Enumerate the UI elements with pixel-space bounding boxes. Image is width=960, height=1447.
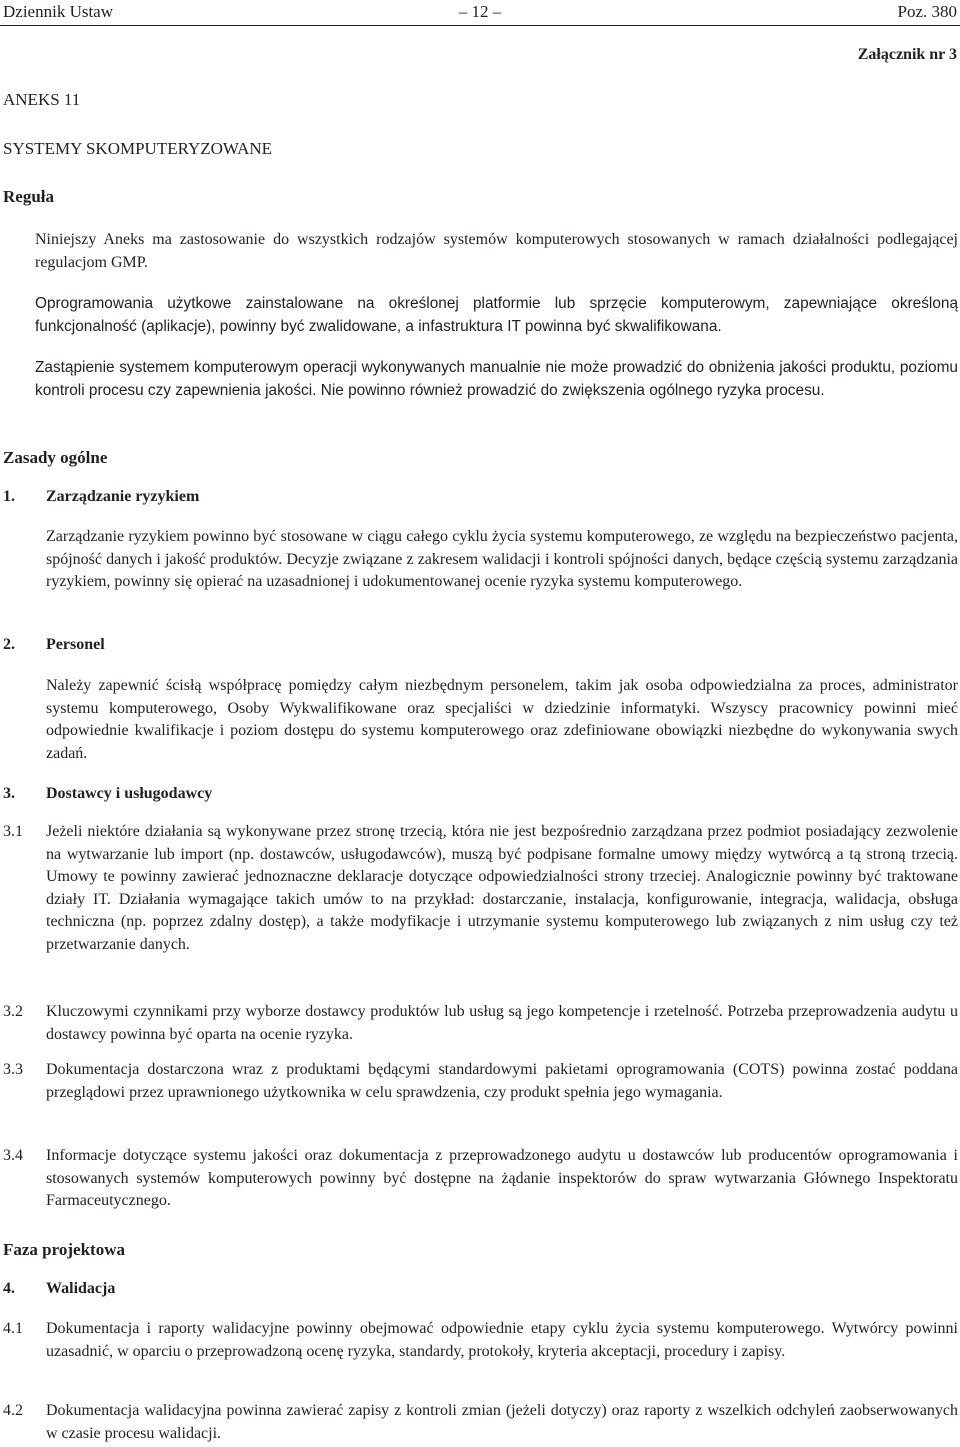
- section-2-text: Należy zapewnić ścisłą współpracę pomiędzy całym niezbędnym personelem, takim jak osoba odpowiedzialna za proces, administrator systemu komputerowego, Osoby Wykwalifikowane oraz specjaliści w dziedzinie informatyki. Wszyscy pracownicy powinni mieć odpowiednie kwalifikacje i poziom dostępu do systemu komputerowego oraz zdefiniowane obowiązki niezbędne do wykonywania swych zadań.: [46, 677, 958, 762]
- page-number: – 12 –: [458, 2, 502, 21]
- zasady-heading: Zasady ogólne: [3, 448, 108, 467]
- item-number: 3.3: [3, 1061, 23, 1078]
- item-number: 4.2: [3, 1402, 23, 1419]
- regula-paragraph-3: Zastąpienie systemem komputerowym operacji wykonywanych manualnie nie może prowadzić do obniżenia jakości produktu, poziomu kontroli procesu czy zapewnienia jakości. Nie powinno również prowadzić do zwiększenia ogólnego ryzyka procesu.: [35, 359, 958, 399]
- document-title: SYSTEMY SKOMPUTERYZOWANE: [3, 139, 273, 158]
- section-number: 1.: [3, 488, 15, 505]
- journal-name: Dziennik Ustaw: [3, 2, 114, 21]
- item-4-1-text: Dokumentacja i raporty walidacyjne powinny obejmować odpowiednie etapy cyklu życia systemu komputerowego. Wytwórcy powinni uzasadnić, w oparciu o przeprowadzoną ocenę ryzyka, standardy, protokoły, kryteria akceptacji, procedury i zapisy.: [46, 1320, 958, 1360]
- annex-label: Załącznik nr 3: [857, 46, 957, 63]
- page-header: [0, 0, 960, 26]
- item-number: 3.2: [3, 1003, 23, 1020]
- item-3-4-text: Informacje dotyczące systemu jakości oraz dokumentacja z przeprowadzonego audytu u dostawców lub producentów oprogramowania i stosowanych systemów komputerowych powinny być dostępne na żądanie inspektorów do spraw wytwarzania Głównego Inspektoratu Farmaceutycznego.: [46, 1147, 958, 1209]
- item-3-1-text: Jeżeli niektóre działania są wykonywane przez stronę trzecią, która nie jest bezpośrednio zarządzana przez podmiot posiadający zezwolenie na wytwarzanie lub import (np. dostawców, usługodawców), muszą być podpisane formalne umowy między wytwórcą a tą stroną trzecią. Umowy te powinny zawierać jednoznaczne deklaracje dotyczące odpowiedzialności strony trzeciej. Analogicznie powinny być traktowane działy IT. Działania wymagające takich umów to na przykład: dostarczanie, instalacja, konfigurowanie, integracja, walidacja, obsługa techniczna (np. poprzez zdalny dostęp), a także modyfikacje i utrzymanie systemu komputerowego lub związanych z nim usług czy też przetwarzanie danych.: [46, 823, 958, 953]
- section-number: 4.: [3, 1280, 15, 1297]
- section-4-heading: [3, 1280, 115, 1298]
- section-title: Dostawcy i usługodawcy: [46, 785, 213, 802]
- section-title: Personel: [46, 636, 105, 653]
- section-number: 3.: [3, 785, 15, 802]
- item-number: 3.4: [3, 1147, 23, 1164]
- item-number: 4.1: [3, 1320, 23, 1337]
- regula-heading: Reguła: [3, 187, 54, 206]
- section-title: Zarządzanie ryzykiem: [46, 488, 200, 505]
- regula-paragraph-2: Oprogramowania użytkowe zainstalowane na określonej platformie lub sprzęcie komputerowym, zapewniające określoną funkcjonalność (aplikacje), powinny być zwalidowane, a infastruktura IT powinna być skwalifikowana.: [35, 295, 958, 335]
- faza-heading: Faza projektowa: [3, 1240, 125, 1259]
- item-3-3-text: Dokumentacja dostarczona wraz z produktami będącymi standardowymi pakietami oprogramowania (COTS) powinna zostać poddana przeglądowi przez uprawnionego użytkownika w celu sprawdzenia, czy produkt spełnia jego wymagania.: [46, 1061, 958, 1101]
- section-1-heading: [3, 488, 199, 506]
- section-1-text: Zarządzanie ryzykiem powinno być stosowane w ciągu całego cyklu życia systemu komputerowego, ze względu na bezpieczeństwo pacjenta, spójność danych i jakość produktów. Decyzje związane z zakresem walidacji i kontroli spójności danych, będące częścią systemu zarządzania ryzykiem, powinny się opierać na uzasadnionej i udokumentowanej ocenie ryzyka systemu komputerowego.: [46, 528, 958, 590]
- regula-paragraph-1: Niniejszy Aneks ma zastosowanie do wszystkich rodzajów systemów komputerowych stosowanych w ramach działalności podlegającej regulacjom GMP.: [35, 231, 958, 271]
- position-number: Poz. 380: [897, 2, 957, 21]
- section-title: Walidacja: [46, 1280, 116, 1297]
- item-4-2-text: Dokumentacja walidacyjna powinna zawierać zapisy z kontroli zmian (jeżeli dotyczy) oraz raporty z wszelkich odchyleń zaobserwowanych w czasie procesu walidacji.: [46, 1402, 958, 1442]
- section-number: 2.: [3, 636, 15, 653]
- item-number: 3.1: [3, 823, 23, 840]
- item-3-2-text: Kluczowymi czynnikami przy wyborze dostawcy produktów lub usług są jego kompetencje i rzetelność. Potrzeba przeprowadzenia audytu u dostawcy powinna być oparta na ocenie ryzyka.: [46, 1003, 958, 1043]
- section-3-heading: [3, 785, 212, 803]
- aneks-heading: ANEKS 11: [3, 90, 81, 109]
- section-2-heading: [3, 636, 105, 654]
